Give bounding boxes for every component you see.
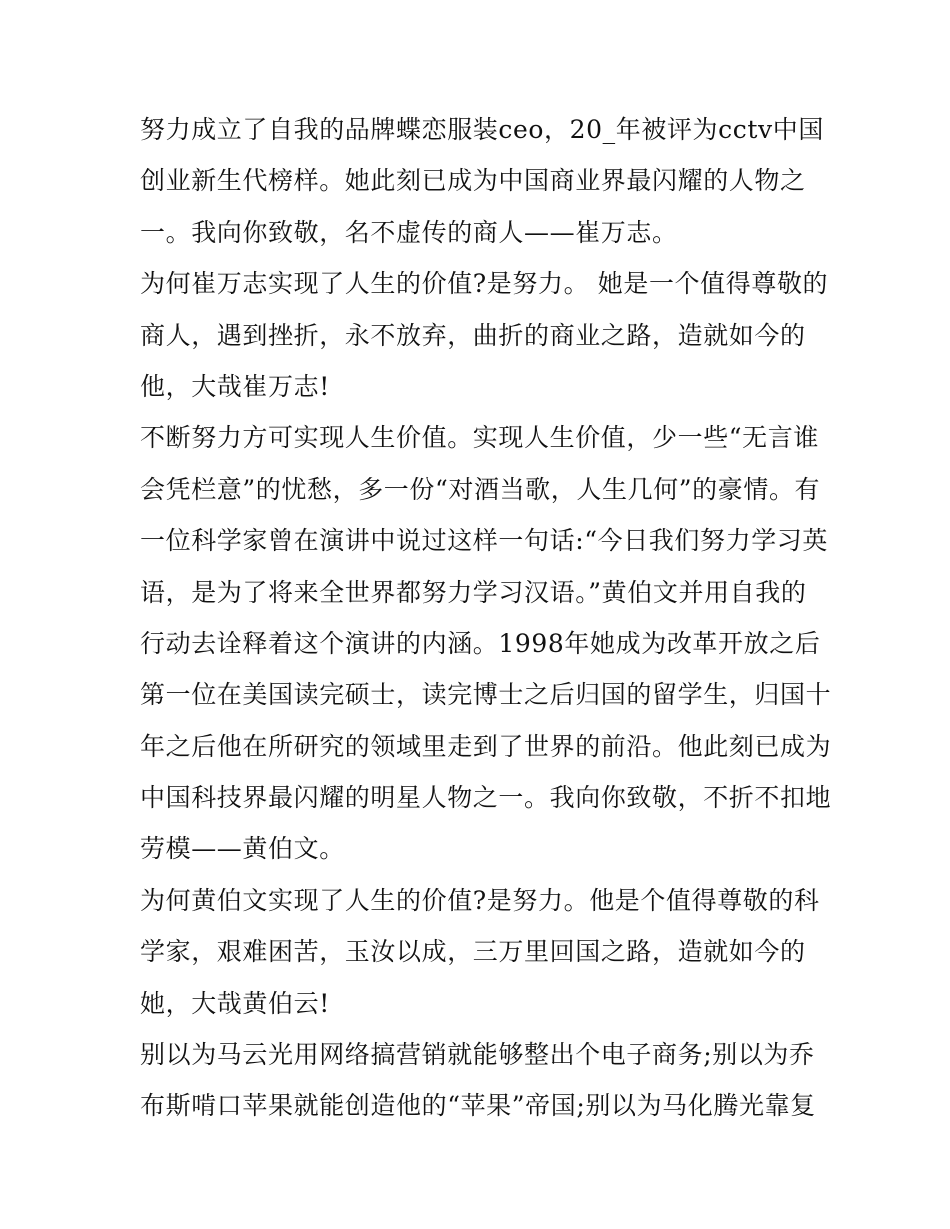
text-line: 他，大哉崔万志! [140,371,330,401]
text-line: 一位科学家曾在演讲中说过这样一句话:“今日我们努力学习英 [140,526,829,556]
text-line: 年之后他在所研究的领域里走到了世界的前沿。他此刻已成为 [140,731,832,761]
document-body [140,104,832,1132]
text-line: 行动去诠释着这个演讲的内涵。1998年她成为改革开放之后 [140,628,821,658]
text-line: 为何黄伯文实现了人生的价值?是努力。他是个值得尊敬的科 [140,885,820,915]
text-line: 中国科技界最闪耀的明星人物之一。我向你致敬，不折不扣地 [140,783,832,813]
text-line: 学家，艰难困苦，玉汝以成，三万里回国之路，造就如今的 [140,937,806,967]
text-line: 别以为马云光用网络搞营销就能够整出个电子商务;别以为乔 [140,1040,815,1070]
text-line: 会凭栏意”的忧愁，多一份“对酒当歌，人生几何”的豪情。有 [140,474,821,504]
text-line: 一。我向你致敬，名不虚传的商人——崔万志。 [140,217,678,247]
text-line: 劳模——黄伯文。 [140,834,345,864]
text-line: 创业新生代榜样。她此刻已成为中国商业界最闪耀的人物之 [140,166,806,196]
text-line: 语，是为了将来全世界都努力学习汉语。”黄伯文并用自我的 [140,577,807,607]
text-line: 她，大哉黄伯云! [140,988,330,1018]
text-line: 第一位在美国读完硕士，读完博士之后归国的留学生，归国十 [140,680,832,710]
text-line: 布斯啃口苹果就能创造他的“苹果”帝国;别以为马化腾光靠复 [140,1091,816,1121]
text-line: 不断努力方可实现人生价值。实现人生价值，少一些“无言谁 [140,423,819,453]
text-line: 商人，遇到挫折，永不放弃，曲折的商业之路，造就如今的 [140,320,806,350]
text-line: 努力成立了自我的品牌蝶恋服装ceo，20_年被评为cctv中国 [140,115,824,144]
text-line: 为何崔万志实现了人生的价值?是努力。 她是一个值得尊敬的 [140,269,829,299]
